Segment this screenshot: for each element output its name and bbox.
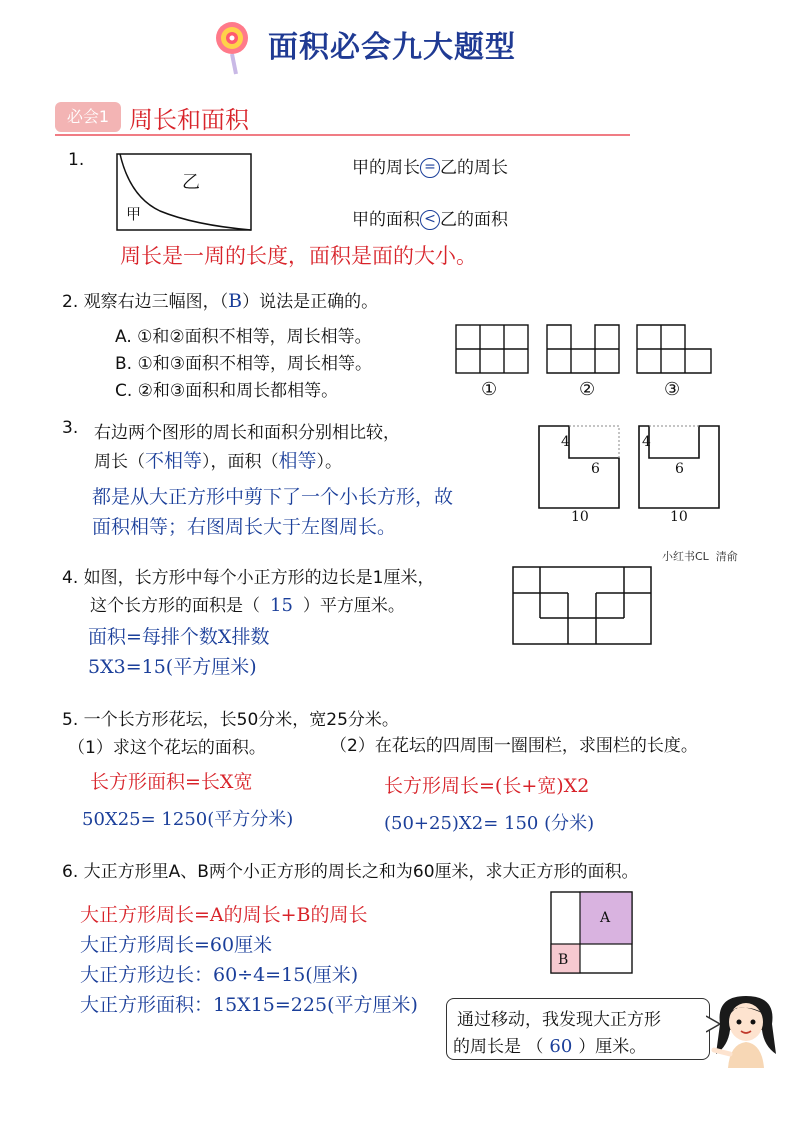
lollipop-icon <box>212 20 252 76</box>
q4-answer: 15 <box>270 595 293 616</box>
section-tag: 必会1 <box>55 102 121 132</box>
q2-fig-label-2: ② <box>579 379 596 400</box>
q4-stem: 4. 如图，长方形中每个小正方形的边长是1厘米， <box>62 568 435 588</box>
q3-line2 <box>94 446 342 473</box>
q5-sub1: （1）求这个花坛的面积。 <box>68 738 266 758</box>
q2-stem-pre: 2. 观察右边三幅图，（ <box>62 292 229 312</box>
q2-option-a: A. ①和②面积不相等，周长相等。 <box>115 327 372 347</box>
q6-stem: 6. 大正方形里A、B两个小正方形的周长之和为60厘米，求大正方形的面积。 <box>62 862 639 882</box>
q2-figure-3 <box>637 325 711 373</box>
q3-left-dim-10: 10 <box>571 509 589 525</box>
speech-line2-post: ）厘米。 <box>578 1037 647 1057</box>
q2-option-b: B. ①和③面积不相等，周长相等。 <box>115 354 372 374</box>
section-title: 周长和面积 <box>129 106 249 134</box>
q5-sub2: （2）在花坛的四周围一圈围栏，求围栏的长度。 <box>330 736 698 756</box>
q1-compare-area <box>352 205 508 230</box>
watermark: 小红书CL 清俞 <box>662 550 738 563</box>
q4-line2 <box>90 591 405 616</box>
speech-line2-pre: 的周长是 （ <box>453 1037 544 1057</box>
q3-note-line1: 都是从大正方形中剪下了一个小长方形，故 <box>92 486 454 508</box>
section-underline <box>55 134 630 136</box>
q1-perimeter-symbol: = <box>420 158 440 178</box>
q6-label-b: B <box>558 952 569 968</box>
q1-note: 周长是一周的长度，面积是面的大小。 <box>120 244 477 268</box>
q5-stem: 5. 一个长方形花坛，长50分米，宽25分米。 <box>62 710 399 730</box>
q1-area-right: 乙的面积 <box>440 210 508 230</box>
q1-area-left: 甲的面积 <box>352 210 420 230</box>
q6-work-line2: 大正方形周长=60厘米 <box>80 934 273 956</box>
page-title: 面积必会九大题型 <box>268 30 516 65</box>
q5-work2-calc: (50+25)X2= 150 (分米) <box>384 813 595 834</box>
q6-work-line3: 大正方形边长：60÷4=15(厘米) <box>80 964 359 986</box>
q6-label-a: A <box>600 910 611 926</box>
q3-stem: 右边两个图形的周长和面积分别相比较， <box>94 423 400 443</box>
speech-line1: 通过移动，我发现大正方形 <box>457 1010 661 1030</box>
q1-label-jia: 甲 <box>126 205 142 223</box>
q3-right-dim-10: 10 <box>670 509 688 525</box>
speech-line2 <box>453 1032 646 1057</box>
q6-work-line1: 大正方形周长=A的周长+B的周长 <box>80 904 368 926</box>
q3-line2-end: ）。 <box>316 452 343 472</box>
q4-line2-pre: 这个长方形的面积是（ <box>90 596 260 616</box>
q3-figure-left <box>539 426 619 508</box>
girl-character-icon <box>706 990 786 1070</box>
q3-area-answer: 相等 <box>278 450 317 472</box>
q5-work1-formula: 长方形面积=长X宽 <box>90 771 253 793</box>
q2-option-c: C. ②和③面积和周长都相等。 <box>115 381 339 401</box>
section-header <box>55 100 630 136</box>
q2-stem <box>62 287 378 312</box>
q2-fig-label-3: ③ <box>664 379 681 400</box>
q1-perimeter-right: 乙的周长 <box>440 158 508 178</box>
q1-compare-perimeter <box>352 153 508 178</box>
q3-perimeter-answer: 不相等 <box>145 450 203 472</box>
q4-work-line2: 5X3=15(平方厘米) <box>88 656 257 678</box>
q1-area-symbol: < <box>420 210 440 230</box>
q3-right-dim-4: 4 <box>642 434 651 450</box>
speech-bubble <box>446 998 710 1060</box>
q3-area-label: ），面积（ <box>202 452 279 472</box>
q1-perimeter-left: 甲的周长 <box>352 158 420 178</box>
q3-perimeter-label: 周长（ <box>94 452 145 472</box>
q2-figure-1 <box>456 325 528 373</box>
q4-work-line1: 面积=每排个数X排数 <box>88 626 270 648</box>
q2-answer: B <box>228 290 243 312</box>
q2-figure-2 <box>547 325 619 373</box>
q3-left-dim-4: 4 <box>561 434 570 450</box>
q3-left-dim-6: 6 <box>591 461 600 477</box>
q2-fig-label-1: ① <box>481 379 498 400</box>
speech-answer: 60 <box>549 1036 573 1057</box>
q5-work2-formula: 长方形周长=(长+宽)X2 <box>384 775 590 797</box>
q2-stem-post: ）说法是正确的。 <box>242 292 379 312</box>
q4-figure <box>512 566 654 646</box>
q5-work1-calc: 50X25= 1250(平方分米) <box>82 809 294 830</box>
q3-number: 3. <box>62 418 79 438</box>
q6-work-line4: 大正方形面积：15X15=225(平方厘米) <box>80 994 418 1016</box>
q4-line2-post: ）平方厘米。 <box>302 596 405 616</box>
q3-note-line2: 面积相等；右图周长大于左图周长。 <box>92 516 397 538</box>
q1-number: 1. <box>68 150 85 170</box>
q3-right-dim-6: 6 <box>675 461 684 477</box>
q2-figures <box>455 322 720 378</box>
q1-label-yi: 乙 <box>182 172 200 193</box>
